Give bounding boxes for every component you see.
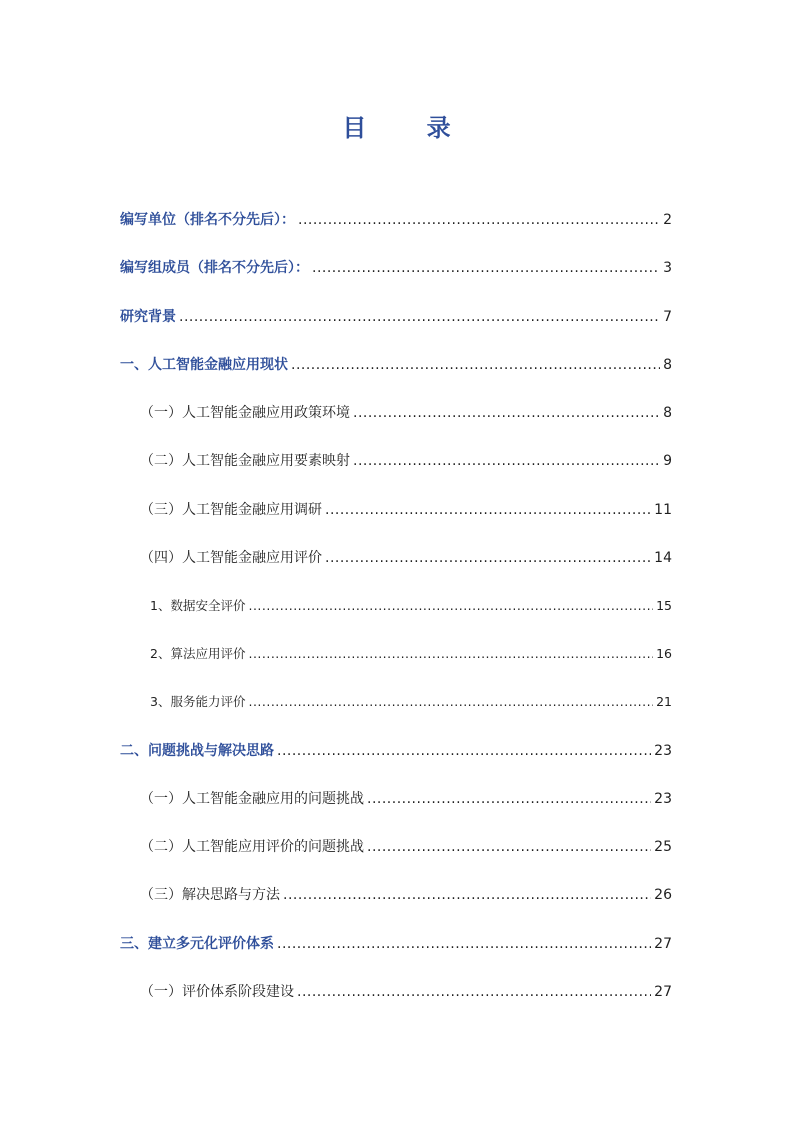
toc-entry-page: 9 bbox=[663, 453, 672, 469]
toc-entry-label: （三）人工智能金融应用调研 bbox=[140, 502, 322, 518]
dot-leader bbox=[248, 692, 653, 712]
toc-entry-label: （三）解决思路与方法 bbox=[140, 887, 280, 903]
toc-entry-section-1-1[interactable] bbox=[140, 403, 672, 423]
dot-leader bbox=[298, 210, 660, 230]
toc-entry-research-background[interactable] bbox=[120, 307, 672, 327]
toc-entry-section-2-2[interactable] bbox=[140, 837, 672, 857]
toc-entry-label: （四）人工智能金融应用评价 bbox=[140, 550, 322, 566]
toc-entry-page: 14 bbox=[654, 550, 672, 566]
dot-leader bbox=[283, 885, 651, 905]
toc-entry-writing-group-members[interactable] bbox=[120, 258, 672, 278]
toc-entry-page: 27 bbox=[654, 936, 672, 952]
toc-entry-page: 23 bbox=[654, 743, 672, 759]
dot-leader bbox=[248, 596, 653, 616]
toc-entry-section-1-4-1[interactable] bbox=[150, 596, 672, 616]
toc-entry-page: 2 bbox=[663, 212, 672, 228]
toc-entry-section-2[interactable] bbox=[120, 741, 672, 761]
toc-entry-section-1-3[interactable] bbox=[140, 500, 672, 520]
toc-entry-page: 11 bbox=[654, 502, 672, 518]
dot-leader bbox=[291, 355, 660, 375]
toc-entry-page: 7 bbox=[663, 309, 672, 325]
toc-entry-label: 编写组成员（排名不分先后）： bbox=[120, 260, 309, 276]
toc-entry-page: 16 bbox=[656, 646, 672, 661]
toc-entry-page: 27 bbox=[654, 984, 672, 1000]
toc-entry-label: （二）人工智能应用评价的问题挑战 bbox=[140, 839, 364, 855]
toc-entry-section-1-4-2[interactable] bbox=[150, 644, 672, 664]
toc-entry-page: 3 bbox=[663, 260, 672, 276]
dot-leader bbox=[248, 644, 653, 664]
toc-entry-section-2-1[interactable] bbox=[140, 789, 672, 809]
toc-entry-section-1-4-3[interactable] bbox=[150, 692, 672, 712]
toc-entry-label: （一）人工智能金融应用政策环境 bbox=[140, 405, 350, 421]
dot-leader bbox=[367, 837, 651, 857]
toc-entry-section-1-2[interactable] bbox=[140, 451, 672, 471]
dot-leader bbox=[325, 500, 651, 520]
toc-entry-page: 8 bbox=[663, 357, 672, 373]
dot-leader bbox=[367, 789, 651, 809]
toc-entry-label: 编写单位（排名不分先后）： bbox=[120, 212, 295, 228]
toc-entry-label: 一、人工智能金融应用现状 bbox=[120, 357, 288, 373]
dot-leader bbox=[312, 258, 660, 278]
toc-entry-label: 三、建立多元化评价体系 bbox=[120, 936, 274, 952]
toc-entry-section-3[interactable] bbox=[120, 934, 672, 954]
toc-entry-writing-units[interactable] bbox=[120, 210, 672, 230]
dot-leader bbox=[297, 982, 651, 1002]
toc-entry-page: 21 bbox=[656, 694, 672, 709]
toc-entry-section-1-4[interactable] bbox=[140, 548, 672, 568]
toc-entry-page: 25 bbox=[654, 839, 672, 855]
toc-entry-section-1[interactable] bbox=[120, 355, 672, 375]
toc-entry-page: 8 bbox=[663, 405, 672, 421]
toc-entry-label: （一）评价体系阶段建设 bbox=[140, 984, 294, 1000]
toc-entry-page: 26 bbox=[654, 887, 672, 903]
dot-leader bbox=[179, 307, 660, 327]
toc-entry-page: 15 bbox=[656, 598, 672, 613]
dot-leader bbox=[353, 403, 660, 423]
toc-entry-label: 二、问题挑战与解决思路 bbox=[120, 743, 274, 759]
page-title: 目 录 bbox=[342, 114, 477, 142]
toc-entry-label: 3、服务能力评价 bbox=[150, 694, 246, 709]
toc-entry-label: （二）人工智能金融应用要素映射 bbox=[140, 453, 350, 469]
toc-entry-label: （一）人工智能金融应用的问题挑战 bbox=[140, 791, 364, 807]
toc-entry-label: 2、算法应用评价 bbox=[150, 646, 246, 661]
dot-leader bbox=[277, 741, 651, 761]
toc-entry-label: 1、数据安全评价 bbox=[150, 598, 246, 613]
toc-entry-label: 研究背景 bbox=[120, 309, 176, 325]
toc-entry-section-2-3[interactable] bbox=[140, 885, 672, 905]
dot-leader bbox=[277, 934, 651, 954]
toc-entry-page: 23 bbox=[654, 791, 672, 807]
dot-leader bbox=[353, 451, 660, 471]
toc-entry-section-3-1[interactable] bbox=[140, 982, 672, 1002]
dot-leader bbox=[325, 548, 651, 568]
